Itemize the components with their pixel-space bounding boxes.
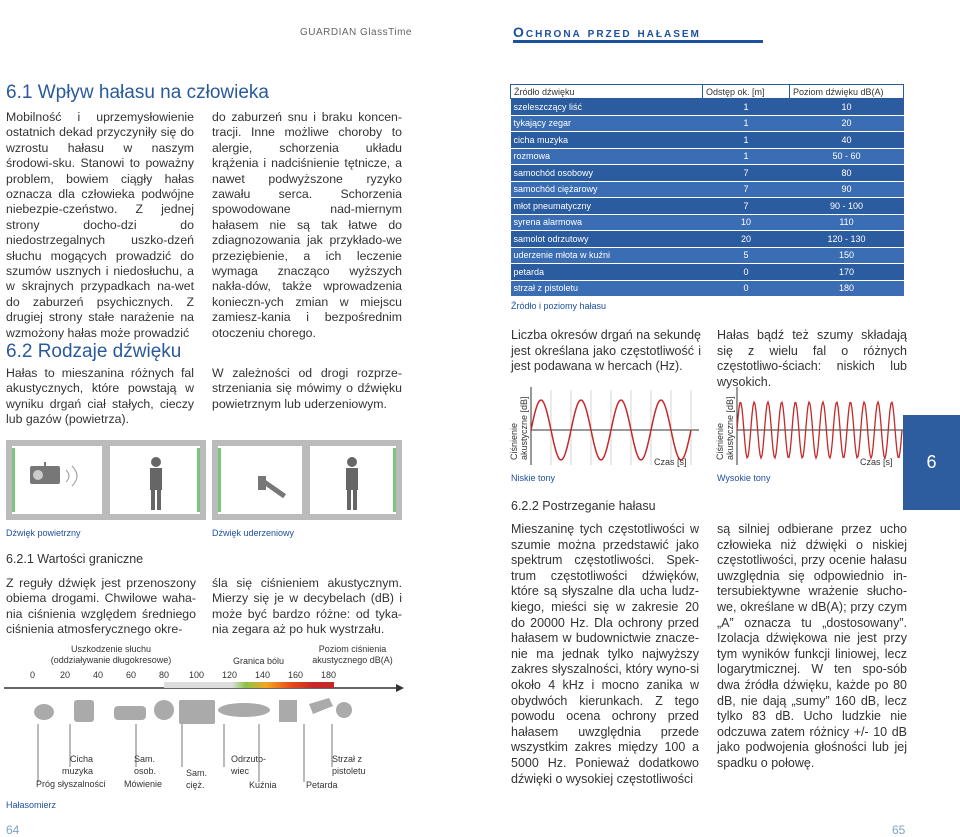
table-cell: 1 <box>703 115 790 132</box>
table-cell: 0 <box>703 280 790 296</box>
scale-item-label: Sam. cięż. <box>186 768 208 790</box>
scale-item-label: Cicha muzyka <box>62 754 94 776</box>
chapter-side-tab: 6 <box>903 415 960 510</box>
source-icons <box>34 698 352 724</box>
section-6-2-1-title: 6.2.1 Wartości graniczne <box>6 552 144 566</box>
airborne-sound-illustration <box>6 440 206 520</box>
scale-item-label: Sam. osob. <box>134 754 157 776</box>
table-cell: petarda <box>511 264 703 281</box>
table-cell: syrena alarmowa <box>511 214 703 231</box>
table-cell: 50 - 60 <box>790 148 904 165</box>
person-icon <box>34 704 54 720</box>
table-cell: 10 <box>703 214 790 231</box>
scale-label-hearing-damage: Uszkodzenie słuchu (oddziaływanie długokresowe) <box>50 644 172 665</box>
chart-ylabel: Ciśnienie akustyczne [dB] <box>509 396 529 460</box>
frequency-text: Liczba okresów drgań na sekundę jest określana jako częstotliwość i jest podawana w hercach (Hz). <box>511 328 701 374</box>
caption-sound-level-meter: Hałasomierz <box>6 800 57 810</box>
person-icon <box>150 457 162 510</box>
chart-xlabel: Czas [s] <box>860 457 893 467</box>
table-cell: 110 <box>790 214 904 231</box>
section-6-2-2-text-col1: Mieszaninę tych częstotliwości w szumie można przedstawić jako spektrum częstotliwości. Spek-trum częstotliwości dźwięków, które są słyszalne dla ucha ludz-kiego, mieści się w zakresie 20 do 20000 Hz. Dla ochrony przed hałasem w budownictwie znacze-nie ma jednak tylko najwyższy zakres słyszalności, który wyno-si około 4 kHz i mocno zanika w obydwóch kierunkach. Z tego powodu ocena ochrony przed hałasem uwzględnia przede wszystkim zakres między 100 a 5000 Hz. Ponieważ dodatkowo dźwięki o wysokiej częstotliwości <box>511 522 699 786</box>
section-6-1-text-col2: do zaburzeń snu i braku koncen-tracji. Inne możliwe choroby to alergie, schorzenia układu krążenia i nadciśnienie tętnicze, a nawet podwyższone ryzyko zawału serca. Schorzenia spowodowane nad-miernym hałasem nie są tak łatwe do zdiagnozowania jak przykłado-we przeziębienie, a ich leczenie wymaga znacząco wyższych nakła-dów, także wprowadzenia konieczn-ych zmian w miejscu zamiesz-kania i bezpośrednim otoczeniu chorego. <box>212 110 402 340</box>
table-cell: 20 <box>703 231 790 248</box>
table-row <box>511 214 904 231</box>
table-row <box>511 280 904 296</box>
table-cell: tykający zegar <box>511 115 703 132</box>
scale-tick: 100 <box>189 670 205 680</box>
table-header-cell: Poziom dźwięku dB(A) <box>790 85 904 99</box>
caption-high-tones: Wysokie tony <box>717 473 771 483</box>
table-caption: Źródło i poziomy hałasu <box>511 301 607 311</box>
table-cell: strzał z pistoletu <box>511 280 703 296</box>
hammer-icon <box>258 476 286 498</box>
table-cell: samolot odrzutowy <box>511 231 703 248</box>
table-row <box>511 247 904 264</box>
section-6-2-2-text-col2: są silniej odbierane przez ucho człowieka niż dźwięki o niskiej częstotliwości, przy ocenie hałasu uwzględnia się odpowiednio in-tersubiektywne wrażenie słucho-we, określane w dB(A); przy czym „A” oznacza tu „dostosowany”. Izolacja dźwiękowa nie jest przy tym wyników funkcji liniowej, lecz logarytmicznej. W ten spo-sób dwa źródła dźwięku, każde po 80 dB, nie dają „sumy” 160 dB, lecz tylko 83 dB. Ucho ludzkie nie odczuwa zatem różnicy +/- 10 dB jako podwojenia głośności lub jej spadku o połowę. <box>717 522 907 770</box>
scale-item-label: Odrzuto- wiec <box>231 754 267 776</box>
table-cell: szeleszczący liść <box>511 99 703 116</box>
table-cell: 10 <box>790 99 904 116</box>
scale-item-label: Strzał z pistoletu <box>332 754 366 776</box>
pistol-icon <box>309 698 333 714</box>
table-row <box>511 198 904 215</box>
table-cell: 1 <box>703 99 790 116</box>
speaker-icon <box>154 700 174 720</box>
page-number-left: 64 <box>6 823 20 837</box>
table-cell: 1 <box>703 148 790 165</box>
caption-airborne: Dźwięk powietrzny <box>6 528 81 538</box>
table-cell: 7 <box>703 181 790 198</box>
table-cell: 180 <box>790 280 904 296</box>
table-cell: 170 <box>790 264 904 281</box>
scale-label-max-level: Poziom ciśnienia akustycznego dB(A) <box>312 644 393 665</box>
table-row <box>511 264 904 281</box>
scale-item-label: Kuźnia <box>249 780 277 790</box>
table-cell: 40 <box>790 132 904 149</box>
scale-tick: 160 <box>288 670 304 680</box>
table-cell: uderzenie młota w kuźni <box>511 247 703 264</box>
table-cell: 7 <box>703 198 790 215</box>
firecracker-icon <box>336 702 352 718</box>
table-cell: rozmowa <box>511 148 703 165</box>
caption-impact: Dźwięk uderzeniowy <box>212 528 295 538</box>
table-cell: 90 - 100 <box>790 198 904 215</box>
table-cell: cicha muzyka <box>511 132 703 149</box>
scale-tick: 60 <box>126 670 137 680</box>
section-6-1-text-col1: Mobilność i uprzemysłowienie ostatnich dekad przyczyniły się do wzrostu hałasu w naszym środowi-sku. Stanowi to poważny problem, bowiem ciągły hałas oznacza dla człowieka podwójne niebezpie-czeństwo. Z jednej strony docho-dzi do niedostrzegalnych uszko-dzeń słuchu mogących prowadzić do szumów usznych i niedosłuchu, a w skrajnych przypadkach na-wet do zaburzeń psychicznych. Z drugiej strony stałe narażenie na wzmożony hałas może prowadzić <box>6 110 194 340</box>
scale-tick: 140 <box>255 670 271 680</box>
table-row <box>511 181 904 198</box>
table-header-cell: Źródło dźwięku <box>511 85 703 99</box>
table-row <box>511 231 904 248</box>
impact-sound-illustration <box>212 440 402 520</box>
section-6-2-text-col1: Hałas to mieszanina różnych fal akustycznych, które powstają w wyniku drgań ciał stałych, cieczy lub gazów (powietrza). <box>6 366 194 427</box>
table-cell: 20 <box>790 115 904 132</box>
table-cell: 5 <box>703 247 790 264</box>
scale-tick: 120 <box>222 670 238 680</box>
table-row <box>511 99 904 116</box>
section-6-2-title: 6.2 Rodzaje dźwięku <box>6 341 182 362</box>
chart-ylabel: Ciśnienie akustyczne [dB] <box>715 396 735 460</box>
table-row <box>511 115 904 132</box>
table-cell: 0 <box>703 264 790 281</box>
scale-item-label: Próg słyszalności <box>36 779 106 789</box>
section-6-2-text-col2: W zależności od drogi rozprze-strzeniania się mówimy o dźwięku powietrznym lub uderzeniowym. <box>212 366 402 411</box>
sound-sources-table <box>510 84 904 296</box>
table-cell: samochód osobowy <box>511 165 703 182</box>
table-header-cell: Odstęp ok. [m] <box>703 85 790 99</box>
table-cell: 90 <box>790 181 904 198</box>
scale-tick: 20 <box>60 670 71 680</box>
anvil-icon <box>279 700 297 722</box>
header-underline <box>513 40 763 43</box>
truck-icon <box>179 700 215 724</box>
table-cell: 1 <box>703 132 790 149</box>
scale-tick: 0 <box>30 670 36 680</box>
chart-xlabel: Czas [s] <box>654 457 687 467</box>
scale-item-label: Mówienie <box>124 779 163 789</box>
radio-icon <box>30 462 60 484</box>
plane-icon <box>218 703 270 717</box>
header-chapter-title: Ochrona przed hałasem <box>513 24 701 40</box>
page-number-right: 65 <box>892 823 906 837</box>
table-cell: 7 <box>703 165 790 182</box>
table-header-row <box>511 85 904 99</box>
scale-label-pain-threshold: Granica bólu <box>233 656 285 666</box>
section-6-2-2-title: 6.2.2 Postrzeganie hałasu <box>511 499 656 513</box>
table-cell: 150 <box>790 247 904 264</box>
header-brand: GUARDIAN GlassTime <box>300 27 412 38</box>
noise-waves-text: Hałas bądź też szumy składają się z wielu fal o różnych częstotliwo-ściach: niskich lub wysokich. <box>717 328 907 389</box>
radio-icon <box>74 700 94 722</box>
section-6-2-1-text-col2: śla się ciśnieniem akustycznym. Mierzy się je w decybelach (dB) i może być bardzo różne: od tyka-nia zegara aż po huk wystrzału. <box>212 576 402 637</box>
car-icon <box>114 706 146 720</box>
table-cell: młot pneumatyczny <box>511 198 703 215</box>
table-cell: samochód ciężarowy <box>511 181 703 198</box>
scale-item-label: Petarda <box>306 780 338 790</box>
table-row <box>511 148 904 165</box>
scale-tick: 180 <box>321 670 337 680</box>
table-row <box>511 165 904 182</box>
table-cell: 120 - 130 <box>790 231 904 248</box>
table-row <box>511 132 904 149</box>
scale-tick: 80 <box>159 670 170 680</box>
person-icon <box>346 457 358 510</box>
section-6-2-1-text-col1: Z reguły dźwięk jest przenoszony obiema drogami. Chwilowe waha-nia ciśnienia względem średniego ciśnienia atmosferycznego okre- <box>6 576 196 637</box>
caption-low-tones: Niskie tony <box>511 473 556 483</box>
section-6-1-title: 6.1 Wpływ hałasu na człowieka <box>6 82 269 103</box>
scale-tick: 40 <box>93 670 104 680</box>
table-cell: 80 <box>790 165 904 182</box>
